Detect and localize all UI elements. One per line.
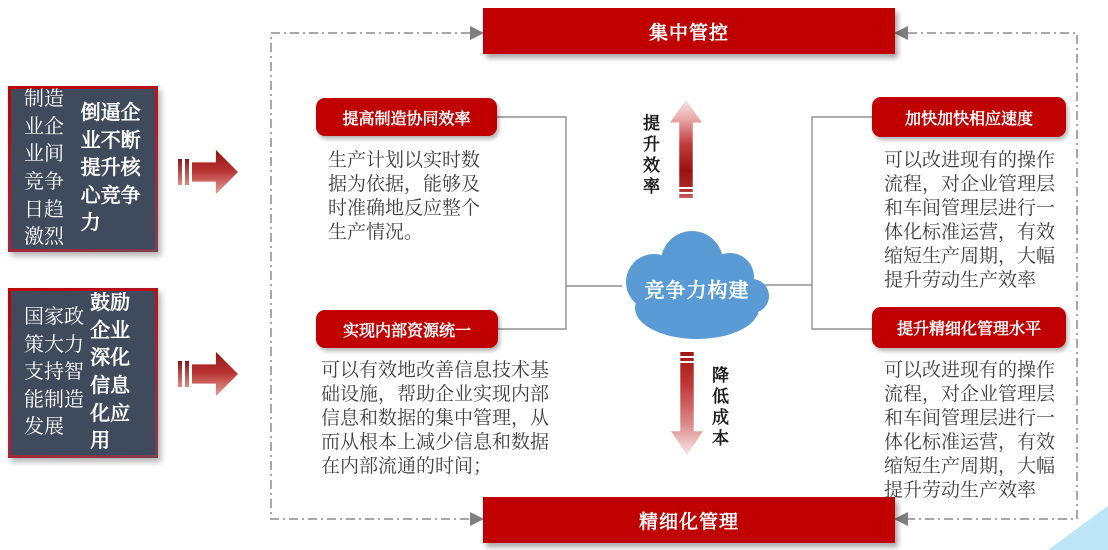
- chip-internal-resources: 实现内部资源统一: [316, 310, 498, 348]
- driver-text-bold: 鼓励企业深化信息化应用: [90, 292, 131, 453]
- driver-text-normal: 国家政策大力支持智能制造发展: [24, 306, 84, 439]
- arrowhead-icon: [894, 512, 908, 526]
- arrow-head: [192, 350, 238, 398]
- chip-response-speed: 加快加快相应速度: [872, 97, 1066, 137]
- banner-centralized-control: 集中管控: [483, 8, 895, 54]
- arrow-body: [671, 352, 703, 455]
- arrow-stripe: [185, 361, 189, 387]
- arrow-body: [670, 100, 702, 198]
- right-arrow-icon: [178, 350, 240, 398]
- driver-box-text: [11, 89, 155, 249]
- cloud-label: 竞争力构建: [644, 280, 750, 302]
- banner-fine-management: 精细化管理: [483, 497, 895, 543]
- driver-box-text: [11, 291, 155, 455]
- chip-fine-management-level: 提升精细化管理水平: [872, 307, 1066, 348]
- label-improve-efficiency: 提升效率: [640, 114, 659, 198]
- factor-description: 生产计划以实时数据为依据，能够及时准确地反应整个生产情况。: [328, 150, 481, 243]
- driver-box-competition: [8, 86, 158, 252]
- right-arrow-icon: [178, 148, 240, 196]
- arrow-stripe: [178, 159, 182, 185]
- arrow-stripe: [679, 192, 692, 194]
- factor-description: 可以有效地改善信息技术基础设施，帮助企业实现内部信息和数据的集中管理，从而从根本上减少信息和数据在内部流通的时间；: [321, 360, 550, 477]
- arrow-stripe: [679, 187, 692, 189]
- arrow-stripe: [680, 356, 693, 358]
- chip-manufacturing-efficiency: 提高制造协同效率: [316, 98, 497, 136]
- cloud-shape: [612, 222, 782, 347]
- arrow-stripe: [178, 361, 182, 387]
- corner-decoration: [1048, 506, 1108, 550]
- arrow-stripe: [185, 159, 189, 185]
- label-reduce-cost: 降低成本: [709, 366, 728, 450]
- bracket-left: [497, 117, 622, 329]
- factor-description: 可以改进现有的操作流程，对企业管理层和车间管理层进行一体化标准运营，有效缩短生产周期，大幅提升劳动生产效率: [884, 360, 1056, 501]
- down-arrow-icon: [671, 352, 703, 455]
- driver-text-normal: 制造业企业间竞争日趋激烈: [24, 88, 64, 249]
- arrowhead-icon: [894, 26, 908, 40]
- arrowhead-icon: [470, 512, 484, 526]
- driver-text-bold: 倒逼企业不断提升核心竞争力: [80, 102, 141, 235]
- factor-description: 可以改进现有的操作流程，对企业管理层和车间管理层进行一体化标准运营，有效缩短生产周期，大幅提升劳动生产效率: [884, 150, 1056, 291]
- arrow-head: [192, 148, 238, 196]
- driver-box-policy: [8, 288, 158, 458]
- arrowhead-icon: [470, 26, 484, 40]
- arrow-stripe: [680, 361, 693, 363]
- up-arrow-icon: [670, 100, 702, 198]
